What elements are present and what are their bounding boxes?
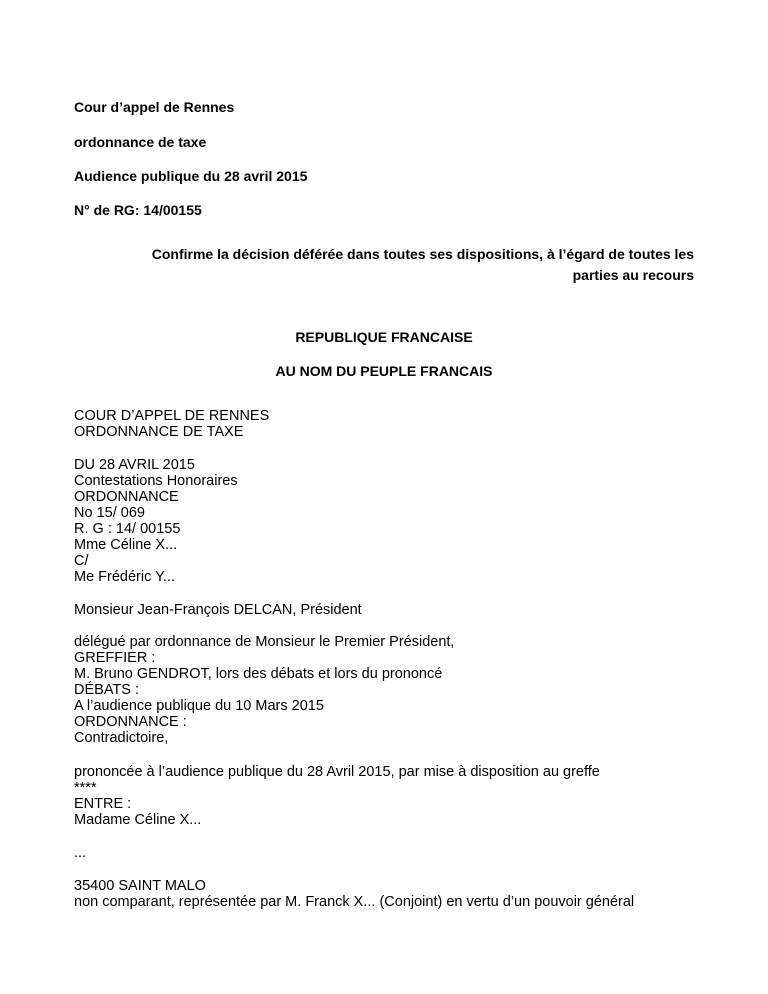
procedure-line: ORDONNANCE : xyxy=(74,714,187,730)
republic-title: REPUBLIQUE FRANCAISE xyxy=(295,329,473,345)
procedure-block xyxy=(74,634,454,746)
pronounce-line: ENTRE : xyxy=(74,796,132,812)
address-line: 35400 SAINT MALO xyxy=(74,878,206,894)
hearing-date-heading: Audience publique du 28 avril 2015 xyxy=(74,168,308,184)
court-name-heading: Cour d’appel de Rennes xyxy=(74,99,235,115)
case-info-line: No 15/ 069 xyxy=(74,505,145,521)
court-block-line: COUR D’APPEL DE RENNES xyxy=(74,408,270,424)
court-block xyxy=(74,408,269,440)
president-line xyxy=(74,602,362,618)
case-info-line: Contestations Honoraires xyxy=(74,473,238,489)
procedure-line: délégué par ordonnance de Monsieur le Premier Président, xyxy=(74,634,455,650)
republic-subtitle: AU NOM DU PEUPLE FRANCAIS xyxy=(275,363,493,379)
pronounce-line: prononcée à l’audience publique du 28 Avril 2015, par mise à disposition au greffe xyxy=(74,764,600,780)
address-line: non comparant, représentée par M. Franck X... (Conjoint) en vertu d’un pouvoir général xyxy=(74,894,635,910)
procedure-line: DÉBATS : xyxy=(74,682,139,698)
decision-summary-line: parties au recours xyxy=(572,267,694,283)
case-info-line: ORDONNANCE xyxy=(74,489,179,505)
decision-summary-line: Confirme la décision déférée dans toutes ses dispositions, à l’égard de toutes les xyxy=(151,246,694,262)
procedure-line: M. Bruno GENDROT, lors des débats et lors du prononcé xyxy=(74,666,443,682)
case-info-line: C/ xyxy=(74,553,89,569)
document-type-heading: ordonnance de taxe xyxy=(74,134,207,150)
procedure-line: A l’audience publique du 10 Mars 2015 xyxy=(74,698,324,714)
pronounce-line: **** xyxy=(74,780,97,796)
pronounce-block xyxy=(74,764,600,828)
court-block-line: ORDONNANCE DE TAXE xyxy=(74,424,244,440)
procedure-line: GREFFIER : xyxy=(74,650,156,666)
ellipsis-text: ... xyxy=(74,845,87,861)
pronounce-line: Madame Céline X... xyxy=(74,812,202,828)
address-block xyxy=(74,878,634,910)
ellipsis-line xyxy=(74,845,86,861)
case-info-line: Me Frédéric Y... xyxy=(74,569,176,585)
rg-number-heading: N° de RG: 14/00155 xyxy=(74,202,202,218)
case-info-line: Mme Céline X... xyxy=(74,537,178,553)
case-info-line: DU 28 AVRIL 2015 xyxy=(74,457,195,473)
procedure-line: Contradictoire, xyxy=(74,730,169,746)
president-text: Monsieur Jean-François DELCAN, Président xyxy=(74,602,362,618)
case-info-line: R. G : 14/ 00155 xyxy=(74,521,181,537)
case-info-block xyxy=(74,457,238,585)
decision-summary xyxy=(54,244,694,286)
